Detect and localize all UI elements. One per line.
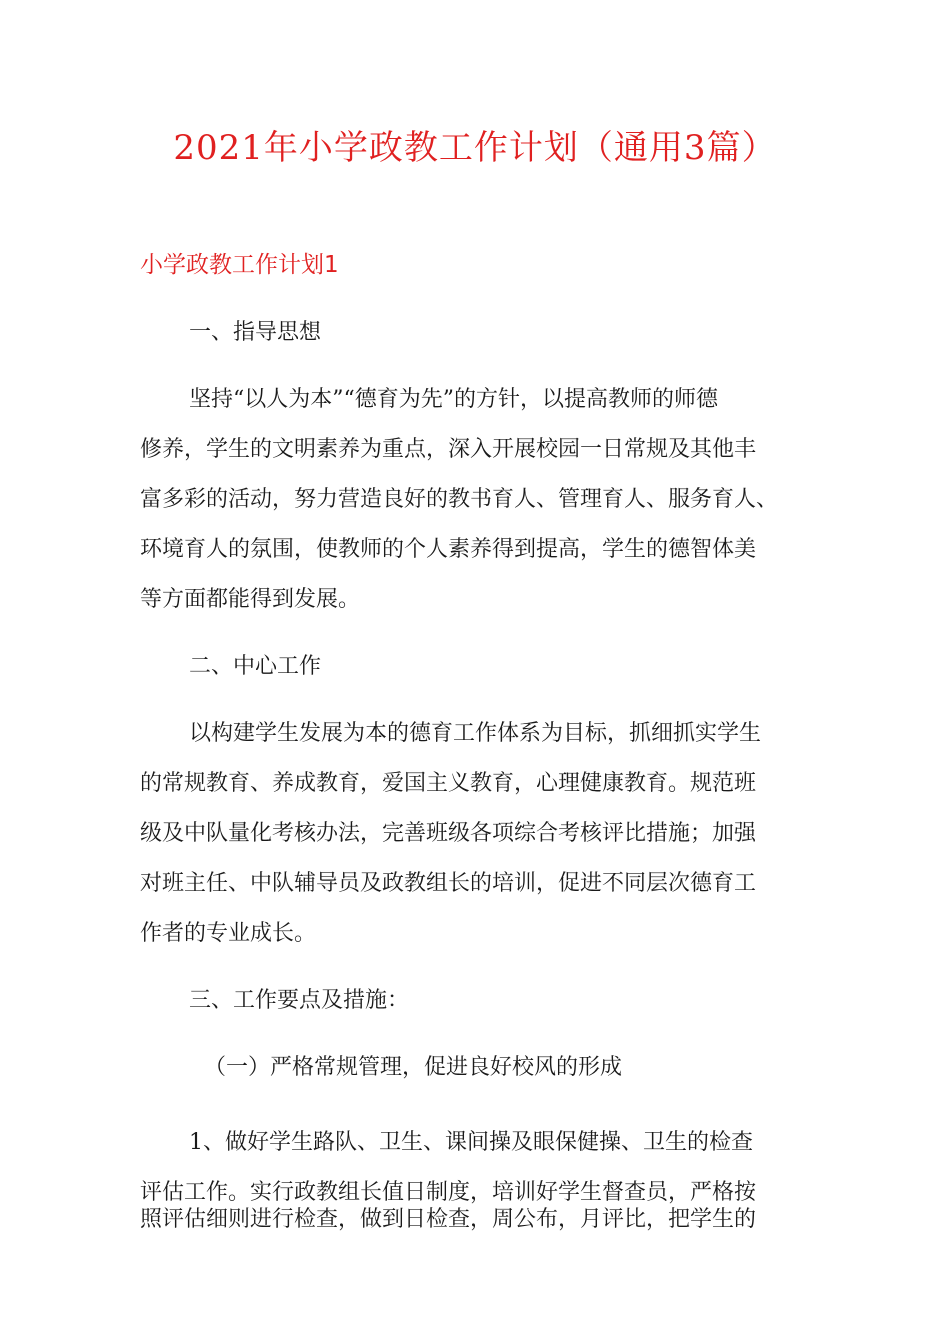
heading-key-points: 三、工作要点及措施： [189, 988, 410, 1013]
heading-guiding-thought: 一、指导思想 [189, 320, 322, 345]
paragraph-line: 富多彩的活动，努力营造良好的教书育人、管理育人、服务育人、 [140, 487, 779, 512]
subheading-routine-management: （一）严格常规管理，促进良好校风的形成 [204, 1055, 623, 1080]
section-heading: 小学政教工作计划1 [140, 252, 339, 278]
paragraph-line: 的常规教育、养成教育，爱国主义教育，心理健康教育。规范班 [140, 771, 757, 796]
paragraph-line: 作者的专业成长。 [140, 921, 317, 946]
paragraph-line: 等方面都能得到发展。 [140, 587, 361, 612]
paragraph-line: 坚持“以人为本”“德育为先”的方针，以提高教师的师德 [189, 387, 718, 412]
paragraph-line: 以构建学生发展为本的德育工作体系为目标，抓细抓实学生 [189, 721, 762, 746]
paragraph-line: 照评估细则进行检查，做到日检查，周公布，月评比，把学生的 [140, 1207, 757, 1232]
paragraph-line: 评估工作。实行政教组长值日制度，培训好学生督查员，严格按 [140, 1180, 757, 1205]
paragraph-line: 级及中队量化考核办法，完善班级各项综合考核评比措施；加强 [140, 821, 757, 846]
paragraph-line: 修养，学生的文明素养为重点，深入开展校园一日常规及其他丰 [140, 437, 757, 462]
paragraph-line: 对班主任、中队辅导员及政教组长的培训，促进不同层次德育工 [140, 871, 757, 896]
paragraph-line: 1、做好学生路队、卫生、课间操及眼保健操、卫生的检查 [189, 1130, 753, 1155]
heading-central-work: 二、中心工作 [189, 654, 322, 679]
paragraph-line: 环境育人的氛围，使教师的个人素养得到提高，学生的德智体美 [140, 537, 757, 562]
document-title: 2021年小学政教工作计划（通用3篇） [173, 128, 777, 168]
